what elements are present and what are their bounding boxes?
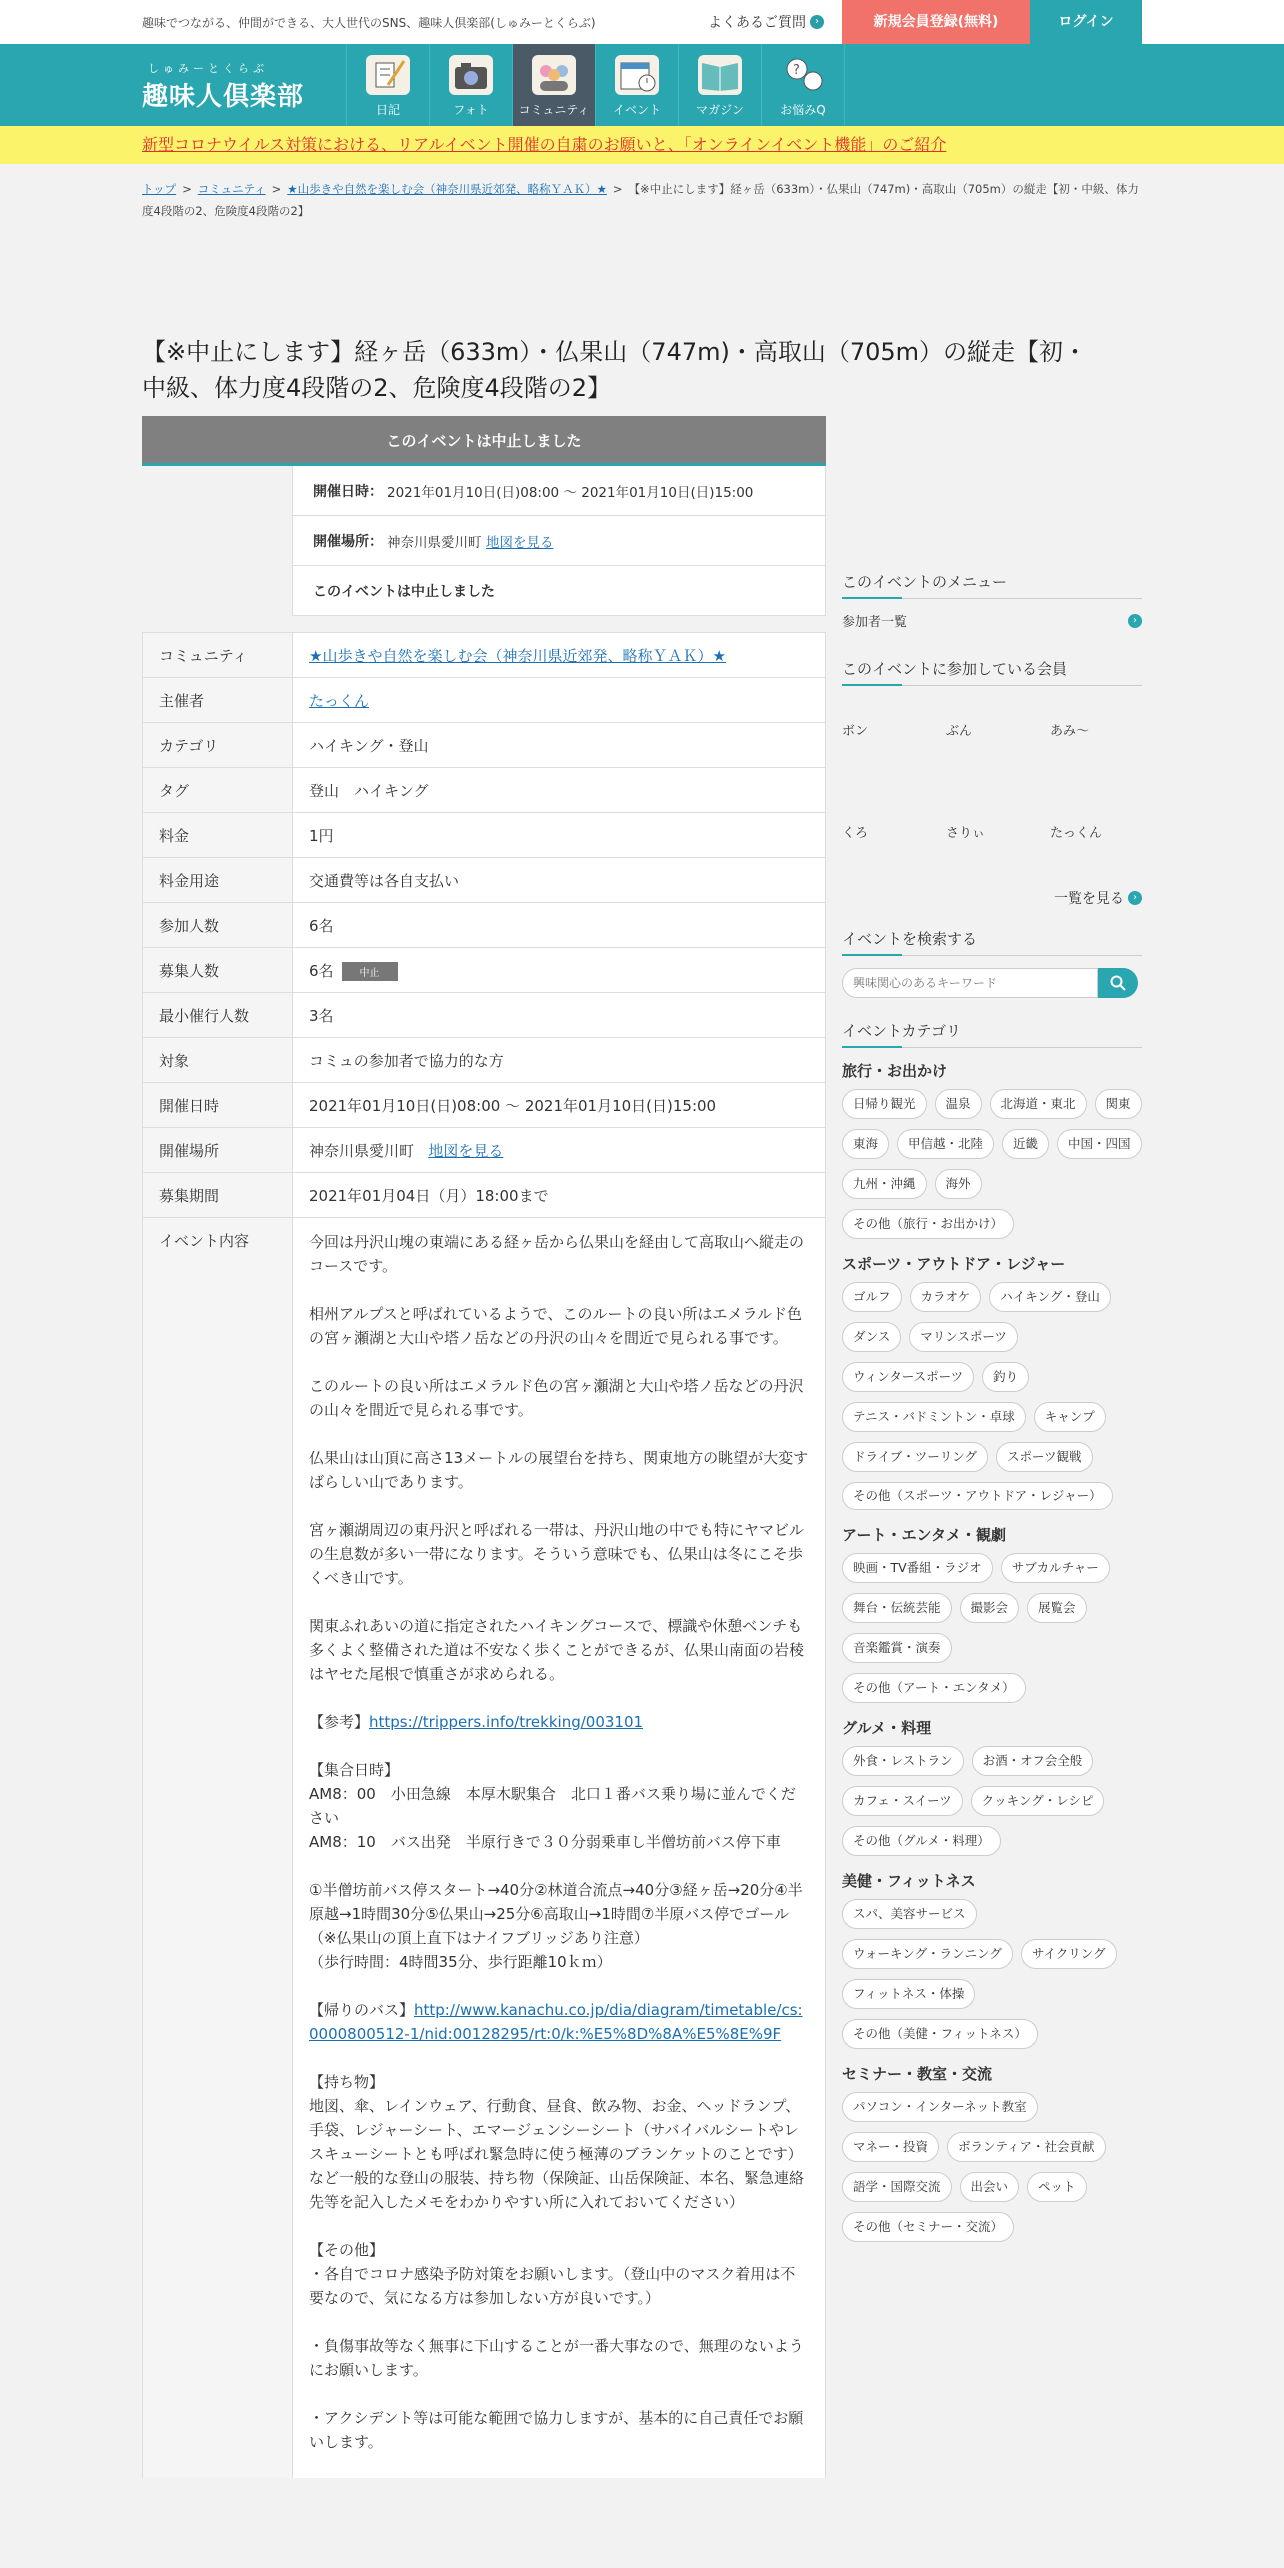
signup-button[interactable]: 新規会員登録(無料) [842,0,1030,44]
table-row [143,678,826,723]
route-note: （※仏果山の頂上直下はナイフブリッジあり注意） [309,1929,649,1947]
category-tag[interactable]: サイクリング [1021,1939,1117,1969]
category-tag[interactable]: カラオケ [910,1282,982,1312]
breadcrumb: トップ > コミュニティ > ★山歩きや自然を楽しむ会（神奈川県近郊発、略称ＹＡＫ）★ > 【※中止にします】経ヶ岳（633m）・仏果山（747m)・高取山（705m）の縦走【初・中級、体力度4段階の2、危険度4段階の2】 [142,182,1139,218]
search-button[interactable] [1098,968,1138,998]
summary-date-value: 2021年01月10日(日)08:00 〜 2021年01月10日(日)15:00 [387,484,754,501]
description-paragraph: 仏果山は山頂に高さ13メートルの展望台を持ち、関東地方の眺望が大変すばらしい山であります。 [309,1449,809,1491]
category-tag[interactable]: その他（スポーツ・アウトドア・レジャー） [842,1482,1113,1510]
row-label: 主催者 [143,678,293,723]
covid-notice-link[interactable]: 新型コロナウイルス対策における、リアルイベント開催の自粛のお願いと、「オンラインイベント機能」のご紹介 [142,135,947,154]
login-button[interactable]: ログイン [1030,0,1142,44]
member-name: たっくん [1050,826,1103,841]
category-tag[interactable]: その他（アート・エンタメ） [842,1673,1026,1703]
table-row [143,1038,826,1083]
member-item[interactable] [1050,698,1142,800]
category-tag[interactable]: クッキング・レシピ [971,1786,1105,1816]
member-name: さりぃ [946,826,986,841]
category-tag[interactable]: 北海道・東北 [990,1089,1087,1119]
category-tag[interactable]: サブカルチャー [1001,1553,1110,1583]
category-tag[interactable]: ウォーキング・ランニング [842,1939,1013,1969]
place-value: 神奈川県愛川町 [309,1141,415,1160]
category-tags [842,1899,1142,2049]
category-heading: イベントカテゴリ [842,1020,1142,1048]
category-group-heading: アート・エンタメ・観劇 [842,1526,1006,1544]
table-row [143,723,826,768]
table-row [143,813,826,858]
other-line: ・負傷事故等なく無事に下山することが一番大事なので、無理のないようにお願いします。 [309,2337,804,2379]
items-text: 地図、傘、レインウェア、行動食、昼食、飲み物、お金、ヘッドランプ、手袋、レジャーシート、エマージェンシーシート（サバイバルシートやレスキューシートとも呼ばれ緊急時に使う極薄のブランケットのことです）など一般的な登山の服装、持ち物（保険証、山岳保険証、本名、緊急連絡先等を記入したメモをわかりやすい所に入れておいてください） [309,2097,805,2211]
description-paragraph: 今回は丹沢山塊の東端にある経ヶ岳から仏果山を経由して高取山へ縦走のコースです。 [309,1233,805,1275]
meet-heading: 【集合日時】 [309,1761,400,1779]
page-title: 【※中止にします】経ヶ岳（633m）・仏果山（747m)・高取山（705m）の縦走【初・中級、体力度4段階の2、危険度4段階の2】 [142,338,1088,402]
map-link[interactable]: 地図を見る [428,1141,504,1160]
target-value: コミュの参加者で協力的な方 [293,1038,826,1083]
diary-icon [366,55,410,95]
magazine-icon [698,55,742,95]
bus-label: 【帰りのバス】 [309,2001,415,2019]
organizer-link[interactable]: たっくん [309,691,370,710]
reference-link[interactable]: https://trippers.info/trekking/003101 [369,1713,644,1731]
table-row [143,858,826,903]
search-input[interactable] [842,968,1098,998]
route-text: ①半僧坊前バス停スタート→40分②林道合流点→40分③経ヶ岳→20分④半原越→1時間30分⑤仏果山→25分⑥高取山→1時間⑦半原バス停でゴール [309,1881,803,1923]
meet-line: AM8：10 バス出発 半原行きで３０分弱乗車し半僧坊前バス停下車 [309,1833,781,1851]
view-all-label: 一覧を見る [1054,891,1124,907]
category-tag[interactable]: 甲信越・北陸 [897,1129,994,1159]
category-group-heading: グルメ・料理 [842,1719,932,1737]
category-tag[interactable]: その他（セミナー・交流） [842,2212,1014,2242]
member-item[interactable] [1050,800,1142,902]
date-value: 2021年01月10日(日)08:00 〜 2021年01月10日(日)15:00 [293,1083,826,1128]
category-tags [842,1282,1142,1510]
nav-label: イベント [612,103,661,117]
description-paragraph: 関東ふれあいの道に指定されたハイキングコースで、標識や休憩ベンチも多くよく整備された道は不安なく歩くことができるが、仏果山南面の岩稜はヤセた尾根で慎重さが求められる。 [309,1617,805,1683]
category-tag[interactable]: ペット [1027,2172,1087,2202]
category-tag[interactable]: マリンスポーツ [909,1322,1018,1352]
row-label: 開催場所 [143,1128,293,1173]
site-header [0,44,1284,126]
member-item[interactable] [842,698,946,800]
logo-name: 趣味人倶楽部 [142,82,305,112]
faq-link[interactable] [708,12,824,32]
participants-value: 6名 [293,903,826,948]
faq-label: よくあるご質問 [708,15,806,31]
category-tag[interactable]: ボランティア・社会貢献 [947,2132,1106,2162]
category-tag[interactable]: マネー・投資 [842,2132,939,2162]
main-content [142,416,826,2478]
category-tag[interactable]: パソコン・インターネット教室 [842,2092,1038,2122]
category-tag[interactable]: 出会い [960,2172,1020,2202]
members-heading: このイベントに参加している会員 [842,658,1142,686]
category-tags [842,1553,1142,1703]
nav-item-question[interactable] [762,44,845,126]
min-value: 3名 [293,993,826,1038]
category-tag[interactable]: 中国・四国 [1057,1129,1142,1159]
ref-label: 【参考】 [309,1713,370,1731]
row-label: コミュニティ [143,633,293,678]
summary-cancel-note: このイベントは中止しました [313,583,495,600]
row-label: 対象 [143,1038,293,1083]
category-tag[interactable]: スポーツ観戦 [996,1442,1093,1472]
event-description [293,1218,826,2479]
main-nav [346,44,845,126]
category-tag[interactable]: 日帰り観光 [842,1089,927,1119]
photo-icon [449,55,493,95]
event-summary [292,466,826,616]
nav-item-diary[interactable] [347,44,430,126]
row-label: 料金用途 [143,858,293,903]
category-tags [842,2092,1142,2242]
member-name: あみ〜 [1050,724,1090,739]
covid-notice [0,126,1284,164]
participant-list-link[interactable] [842,611,1142,630]
nav-item-photo[interactable] [430,44,513,126]
category-tag[interactable]: 関東 [1095,1089,1142,1119]
top-bar [0,0,1284,44]
member-grid [842,698,1142,902]
event-icon [615,55,659,95]
nav-item-community[interactable] [513,44,596,126]
category-tag[interactable]: 近畿 [1002,1129,1049,1159]
event-detail-table [142,632,826,2478]
nav-label: お悩みQ [780,103,826,117]
row-label: 参加人数 [143,903,293,948]
category-tag[interactable]: 九州・沖縄 [842,1169,927,1199]
category-value: ハイキング・登山 [293,723,826,768]
description-paragraph: 宮ヶ瀬湖周辺の東丹沢と呼ばれる一帯は、丹沢山地の中でも特にヤマビルの生息数が多い一帯になります。そういう意味でも、仏果山は冬にこそ歩くべき山です。 [309,1521,805,1587]
breadcrumb-top[interactable]: トップ [142,182,177,196]
category-group-heading: 旅行・お出かけ [842,1062,948,1080]
row-label: 最小催行人数 [143,993,293,1038]
category-tag[interactable]: 音楽鑑賞・演奏 [842,1633,952,1663]
nav-label: マガジン [696,103,744,117]
category-tags [842,1089,1142,1239]
logo-ruby: しゅみーとくらぶ [148,62,268,75]
member-name: ぶん [946,724,973,739]
category-tag[interactable]: カフェ・スイーツ [842,1786,963,1816]
other-line: ・アクシデント等は可能な範囲で協力しますが、基本的に自己責任でお願いします。 [309,2409,804,2451]
table-row [143,1173,826,1218]
table-row [143,768,826,813]
category-tag[interactable]: 撮影会 [960,1593,1020,1623]
category-tag[interactable]: フィットネス・体操 [842,1979,975,2009]
member-item[interactable] [946,698,1050,800]
meet-line: AM8：00 小田急線 本厚木駅集合 北口１番バス乗り場に並んでください [309,1785,796,1827]
description-paragraph: このルートの良い所はエメラルド色の宮ヶ瀬湖と大山や塔ノ岳などの丹沢の山々を間近で見られる事です。 [309,1377,804,1419]
other-heading: 【その他】 [309,2241,385,2259]
breadcrumb-community[interactable]: コミュニティ [197,182,266,196]
category-tag[interactable]: その他（旅行・お出かけ） [842,1209,1014,1239]
fee-value: 1円 [293,813,826,858]
table-row [143,1083,826,1128]
search-icon [1110,975,1126,991]
row-label: イベント内容 [143,1218,293,2479]
row-label: 開催日時 [143,1083,293,1128]
category-tag[interactable]: ドライブ・ツーリング [842,1442,988,1472]
category-tag[interactable]: 海外 [935,1169,982,1199]
category-tag[interactable]: 展覧会 [1027,1593,1087,1623]
chevron-right-icon: › [1128,891,1142,905]
category-tag[interactable]: その他（美健・フィットネス） [842,2019,1038,2049]
member-item[interactable] [946,800,1050,902]
category-tag[interactable]: テニス・バドミントン・卓球 [842,1402,1026,1432]
chevron-right-icon: › [810,15,824,29]
nav-item-event[interactable] [596,44,679,126]
participant-list-label: 参加者一覧 [842,615,908,630]
category-tag[interactable]: 舞台・伝統芸能 [842,1593,952,1623]
sidebar [842,416,1142,2478]
summary-place-value: 神奈川県愛川町 [387,534,482,551]
status-badge: 中止 [342,962,398,981]
nav-label: コミュニティ [518,103,590,117]
search-heading: イベントを検索する [842,928,1142,956]
event-menu-heading: このイベントのメニュー [842,571,1142,599]
member-name: くろ [842,826,869,841]
tag-value: 登山 ハイキング [293,768,826,813]
site-tagline: 趣味でつながる、仲間ができる、大人世代のSNS、趣味人倶楽部(しゅみーとくらぶ) [142,15,596,30]
category-tag[interactable]: スパ、美容サービス [842,1899,977,1929]
breadcrumb-group[interactable]: ★山歩きや自然を楽しむ会（神奈川県近郊発、略称ＹＡＫ）★ [287,182,607,196]
route-time: （歩行時間：4時間35分、歩行距離10ｋｍ） [309,1953,612,1971]
fee-use-value: 交通費等は各自支払い [293,858,826,903]
category-tag[interactable]: ハイキング・登山 [989,1282,1111,1312]
member-name: ボン [842,724,869,739]
category-tag[interactable]: 語学・国際交流 [842,2172,952,2202]
category-tag[interactable]: 外食・レストラン [842,1746,964,1776]
other-line: ・各自でコロナ感染予防対策をお願いします。（登山中のマスク着用は不要なので、気になる方は参加しない方が良いです。） [309,2265,796,2307]
category-group-heading: 美健・フィットネス [842,1872,976,1890]
category-tag[interactable]: その他（グルメ・料理） [842,1826,1001,1856]
nav-label: フォト [453,103,489,117]
community-link[interactable]: ★山歩きや自然を楽しむ会（神奈川県近郊発、略称ＹＡＫ）★ [309,646,726,665]
category-tag[interactable]: ダンス [842,1322,901,1352]
category-tag[interactable]: お酒・オフ会全般 [972,1746,1094,1776]
question-icon [781,55,825,95]
category-group-heading: スポーツ・アウトドア・レジャー [842,1255,1066,1273]
row-label: 料金 [143,813,293,858]
nav-label: 日記 [375,103,400,117]
table-row [143,903,826,948]
event-search [842,968,1142,998]
bus-timetable-link[interactable]: http://www.kanachu.co.jp/dia/diagram/timetable/cs:0000800512-1/nid:00128295/rt:0/k:%E5%8D%8A%E5%8E%9F [309,2001,803,2043]
category-tag[interactable]: ウィンタースポーツ [842,1362,974,1392]
category-tags [842,1746,1142,1856]
site-logo[interactable] [142,44,342,126]
chevron-right-icon: › [1128,614,1142,628]
category-group-heading: セミナー・教室・交流 [842,2065,993,2083]
svg-text:?: ? [793,63,800,78]
table-row [143,633,826,678]
category-tag[interactable]: ゴルフ [842,1282,902,1312]
summary-place-label: 開催場所： [313,533,383,550]
category-tag[interactable]: 温泉 [935,1089,982,1119]
summary-map-link[interactable]: 地図を見る [485,534,554,551]
table-row [143,993,826,1038]
table-row [143,948,826,993]
row-label: 募集人数 [143,948,293,993]
member-item[interactable] [842,800,946,902]
category-tag[interactable]: キャンプ [1034,1402,1106,1432]
description-paragraph: 相州アルプスと呼ばれているようで、このルートの良い所はエメラルド色の宮ヶ瀬湖と大山や塔ノ岳などの丹沢の山々を間近で見られる事です。 [309,1305,803,1347]
community-icon [532,55,576,95]
row-label: タグ [143,768,293,813]
summary-date-label: 開催日時： [313,483,383,500]
row-label: カテゴリ [143,723,293,768]
recruit-value: 6名 [309,961,334,980]
cancel-banner: このイベントは中止しました [142,416,826,466]
table-row [143,1128,826,1173]
row-label: 募集期間 [143,1173,293,1218]
table-row [143,1218,826,2479]
breadcrumb-current: 【※中止にします】経ヶ岳（633m）・仏果山（747m)・高取山（705m）の縦走【初・中級、体力度4段階の2、危険度4段階の2】 [142,182,1139,218]
category-tag[interactable]: 釣り [982,1362,1029,1392]
category-tag[interactable]: 映画・TV番組・ラジオ [842,1553,993,1583]
items-heading: 【持ち物】 [309,2073,385,2091]
category-tag[interactable]: 東海 [842,1129,889,1159]
category-list [842,1060,1142,2242]
nav-item-magazine[interactable] [679,44,762,126]
period-value: 2021年01月04日（月）18:00まで [293,1173,826,1218]
